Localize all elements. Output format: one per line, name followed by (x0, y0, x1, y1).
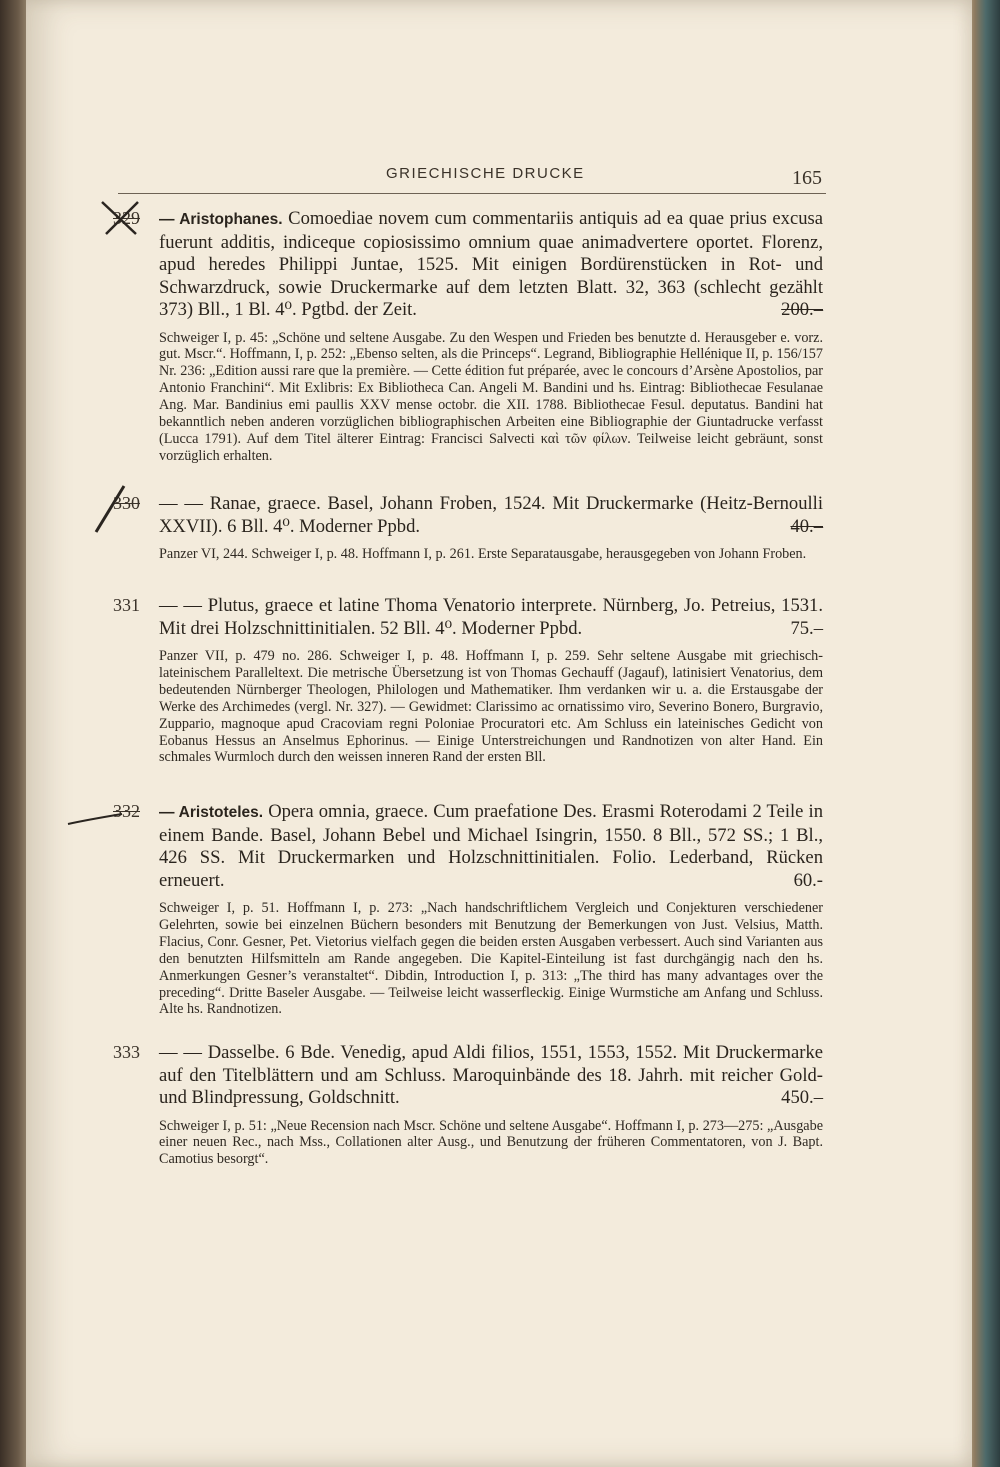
running-title: GRIECHISCHE DRUCKE (386, 165, 585, 182)
catalogue-entry (113, 493, 823, 563)
entry-price: 450.– (781, 1087, 823, 1108)
entry-description (159, 493, 823, 538)
entry-text: Opera omnia, graece. Cum praefatione Des. Erasmi Roterodami 2 Teile in einem Bande. Basel, Johann Bebel und Michael Isingrin, 1550. 8 Bll., 572 SS.; 1 Bl., 426 SS. Mit Druckermarken und Holzschnittinitialen. Folio. Lederband, Rücken erneuert. (159, 801, 823, 891)
catalogue-entry (113, 1042, 823, 1168)
page-number: 165 (792, 167, 822, 189)
entry-description (159, 208, 823, 322)
entry-text: — — Plutus, graece et latine Thoma Venatorio interprete. Nürnberg, Jo. Petreius, 1531. Mit drei Holzschnittinitialen. 52 Bll. 4⁰. Moderner Ppbd. (159, 595, 823, 639)
catalogue-entry (113, 801, 823, 1018)
entry-number: 329 (113, 208, 140, 228)
entry-note: Panzer VII, p. 479 no. 286. Schweiger I, p. 48. Hoffmann I, p. 259. Sehr seltene Ausgabe mit griechisch-lateinischem Paralleltext. Die metrische Übersetzung ist von Thomas Gechauff (Jagauf), latinisiert Venatorius, dem bedeutenden Nürnberger Theologen, Philologen und Mathematiker. Ihm verdanken wir u. a. die Erstausgabe der Werke des Archimedes (vergl. Nr. 327). — Gewidmet: Clarissimo ac ornatissimo viro, Severino Bonero, Burgravio, Zuppario, magnoque apud Cracoviam regni Poloniae Procuratori etc. Am Schluss ein lateinisches Gedicht von Eobanus Hessus an Anselmus Ephorinus. — Einige Unterstreichungen und Randnotizen von alter Hand. Ein schmales Wurmloch durch den weissen inneren Rand der ersten Bll. (159, 648, 823, 766)
catalogue-entry (113, 208, 824, 465)
entry-note: Schweiger I, p. 51: „Neue Recension nach Mscr. Schöne und seltene Ausgabe“. Hoffmann I, p. 273—275: „Ausgabe einer neuen Rec., nach Mss., Collationen alter Ausg., und Benutzung der früheren Commentatoren, von J. Bapt. Camotius besorgt“. (159, 1117, 823, 1168)
entry-number: 333 (113, 1042, 140, 1062)
entry-price: 40.– (790, 515, 823, 537)
entry-author: — Aristophanes. (159, 211, 283, 228)
catalogue-page (26, 0, 972, 1467)
pencil-cross-mark-icon (96, 198, 148, 238)
entry-number: 332 (113, 801, 140, 821)
catalogue-entry (113, 595, 823, 766)
entry-description (159, 1042, 823, 1110)
entry-price: 75.– (790, 617, 823, 639)
entry-number: 330 (113, 493, 140, 513)
entry-note: Schweiger I, p. 51. Hoffmann I, p. 273: „Nach handschriftlichem Vergleich und Conjekturen verschiedener Gelehrten, sowie bei einzelnen Büchern besonders mit Benutzung der Bemerkungen von Just. Velsius, Matth. Flacius, Conr. Gesner, Pet. Vietorius vielfach gegen die beiden ersten Ausgaben verbessert. Auch sind Varianten aus den benutzten Hilfsmitteln am Rande angegeben. Die Kapitel-Einteilung ist fast durchgängig nach den hs. Anmerkungen Gesner’s veranstaltet“. Dibdin, Introduction I, p. 313: „The third has many advantages over the preceding“. Dritte Baseler Ausgabe. — Teilweise leicht wasserfleckig. Einige Wurmstiche am Anfang und Schluss. Alte hs. Randnotizen. (159, 900, 823, 1018)
entry-text: Comoediae novem cum commentariis antiquis ad ea quae prius excusa fuerunt additis, indiceque copiosissimo omnium quae animadvertere oportet. Florenz, apud heredes Philippi Juntae, 1525. Mit einigen Bordürenstücken in Rot- und Schwarzdruck, sowie Druckermarke auf dem letzten Blatt. 32, 363 (schlecht gezählt 373) Bll., 1 Bl. 4⁰. Pgtbd. der Zeit. (159, 208, 824, 320)
running-head (118, 163, 826, 194)
entry-price: 200.– (781, 299, 823, 320)
entry-description (159, 801, 823, 892)
entry-price: 60.- (793, 869, 823, 891)
entry-note: Panzer VI, 244. Schweiger I, p. 48. Hoffmann I, p. 261. Erste Separatausgabe, herausgegeben von Johann Froben. (159, 546, 807, 562)
pencil-underline-mark-icon (66, 808, 124, 828)
entry-description (159, 595, 823, 640)
entry-number: 331 (113, 595, 140, 615)
entry-text: — — Dasselbe. 6 Bde. Venedig, apud Aldi filios, 1551, 1553, 1552. Mit Druckermarke auf den Titelblättern und am Schluss. Maroquinbände des 18. Jahrh. mit reicher Gold- und Blindpressung, Goldschnitt. (159, 1042, 823, 1108)
entry-text: — — Ranae, graece. Basel, Johann Froben, 1524. Mit Druckermarke (Heitz-Bernoulli XXVII). 6 Bll. 4⁰. Moderner Ppbd. (159, 493, 823, 537)
entry-note: Schweiger I, p. 45: „Schöne und seltene Ausgabe. Zu den Wespen und Frieden bes benutzte d. Herausgeber e. vorz. gut. Mscr.“. Hoffmann, I, p. 252: „Ebenso selten, als die Princeps“. Legrand, Bibliographie Hellénique II, p. 156/157 Nr. 236: „Edition aussi rare que la première. — Cette édition fut préparée, avec le concours d’Arsène Apostolios, par Antonio Franchini“. Mit Exlibris: Ex Bibliotheca Can. Angeli M. Bandini und hs. Eintrag: Bibliothecae Fesulanae Ang. Mar. Bandinius emi paullis XXV mense octobr. die XII. 1788. Bibliothecae Fesul. deputatus. Bandini hat bekanntlich neben anderen vorzüglichen bibliographischen Arbeiten eine Bibliographie der Giuntadrucke verfasst (Lucca 1791). Auf dem Titel älterer Eintrag: Francisci Salvecti καὶ τῶν φίλων. Teilweise leicht gebräunt, sonst vorzüglich erhalten. (159, 329, 823, 464)
pencil-slash-mark-icon (90, 484, 130, 534)
entry-author: — Aristoteles. (159, 804, 264, 821)
